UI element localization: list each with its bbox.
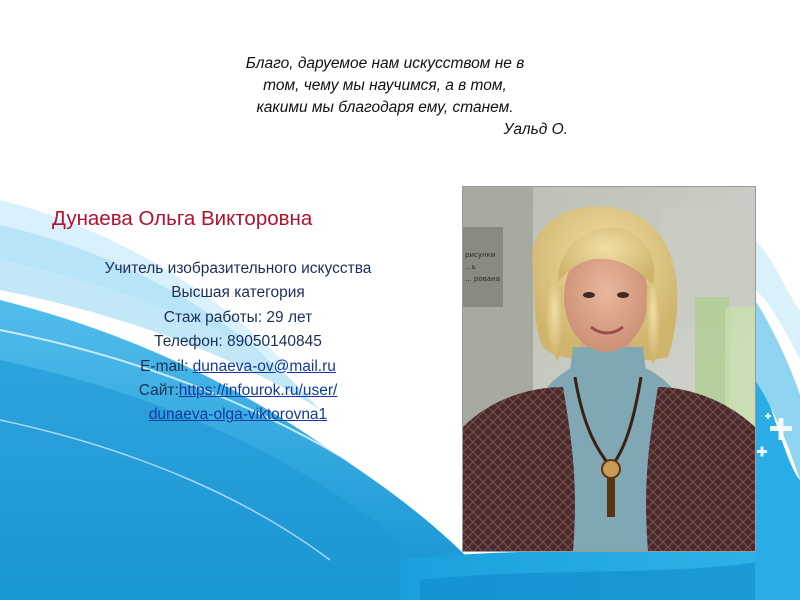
email-link[interactable]: dunaeva-ov@mail.ru bbox=[192, 357, 336, 375]
epigraph-line: Благо, даруемое нам искусством не в bbox=[245, 55, 525, 72]
epigraph-author: Уальд О. bbox=[503, 121, 568, 138]
epigraph-line: какими мы благодаря ему, станем. bbox=[256, 99, 514, 116]
site-label: Сайт: bbox=[138, 382, 179, 400]
site-link-continued[interactable]: dunaeva-olga-viktorovna1 bbox=[148, 406, 328, 424]
poster-text: рисунки bbox=[465, 251, 496, 259]
email-label: E-mail: bbox=[140, 357, 193, 375]
teacher-category: Высшая категория bbox=[171, 284, 305, 302]
site-link[interactable]: https://infourok.ru/user/ bbox=[178, 382, 338, 400]
teacher-info bbox=[78, 257, 398, 428]
site-row bbox=[78, 379, 398, 403]
teacher-phone: Телефон: 89050140845 bbox=[154, 333, 322, 351]
poster-text: ...ь bbox=[465, 263, 476, 271]
site-row-continued bbox=[78, 403, 398, 427]
teacher-position: Учитель изобразительного искусства bbox=[104, 260, 372, 277]
teacher-name: Дунаева Ольга Викторовна bbox=[52, 207, 313, 230]
email-row bbox=[78, 355, 398, 379]
portrait-image bbox=[463, 187, 755, 551]
epigraph bbox=[190, 53, 580, 141]
poster-text: ... рована bbox=[465, 275, 500, 283]
teacher-photo bbox=[462, 186, 756, 552]
teacher-experience: Стаж работы: 29 лет bbox=[163, 308, 313, 326]
epigraph-line: том, чему мы научимся, а в том, bbox=[263, 77, 507, 94]
